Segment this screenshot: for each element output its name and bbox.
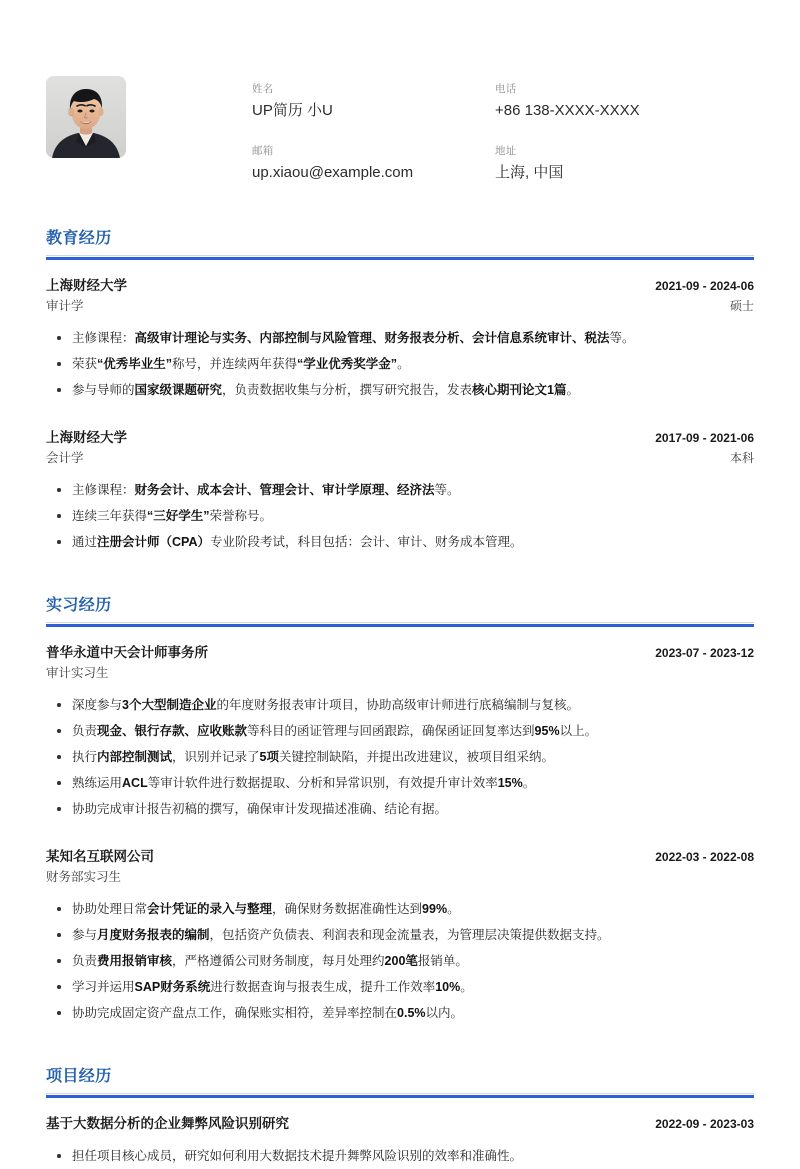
section-title: 项目经历 — [46, 1068, 112, 1085]
entry-date-range: 2023-07 - 2023-12 — [655, 646, 754, 660]
entry-header-row — [46, 847, 754, 867]
field-label: 电话 — [495, 83, 517, 95]
entry-degree: 硕士 — [729, 299, 754, 313]
entry-subtitle: 会计学 — [46, 451, 84, 465]
entry-subtitle: 审计学 — [46, 299, 84, 313]
entry-organization: 普华永道中天会计师事务所 — [46, 645, 208, 660]
bullet-item: 深度参与3个大型制造企业的年度财务报表审计项目，协助高级审计师进行底稿编制与复核。 — [46, 692, 754, 718]
bullet-item: 主修课程：财务会计、成本会计、管理会计、审计学原理、经济法等。 — [46, 477, 754, 503]
field-value: 上海, 中国 — [495, 164, 564, 181]
entry — [46, 276, 754, 403]
resume-sections — [46, 228, 754, 1169]
section — [46, 1066, 754, 1169]
bullet-item: 学习并运用SAP财务系统进行数据查询与报表生成，提升工作效率10%。 — [46, 974, 754, 1000]
section-divider — [46, 622, 754, 627]
entry-degree: 本科 — [729, 451, 754, 465]
entry-organization: 基于大数据分析的企业舞弊风险识别研究 — [46, 1116, 289, 1131]
entry-bullet-list — [46, 1143, 754, 1169]
field-value: up.xiaou@example.com — [252, 164, 414, 181]
bullet-item: 负责现金、银行存款、应收账款等科目的函证管理与回函跟踪，确保函证回复率达到95%以上。 — [46, 718, 754, 744]
resume-header — [46, 0, 754, 184]
bullet-item: 主修课程：高级审计理论与实务、内部控制与风险管理、财务报表分析、会计信息系统审计、税法等。 — [46, 325, 754, 351]
entry-subheader-row — [46, 867, 754, 887]
contact-field-address — [495, 144, 754, 184]
entry-header-row — [46, 428, 754, 448]
entry-date-range: 2017-09 - 2021-06 — [655, 431, 754, 445]
entry-subheader-row — [46, 663, 754, 683]
bullet-item: 荣获“优秀毕业生”称号，并连续两年获得“学业优秀奖学金”。 — [46, 351, 754, 377]
entry-date-range: 2022-09 - 2023-03 — [655, 1117, 754, 1131]
field-value: +86 138-XXXX-XXXX — [495, 102, 640, 119]
field-label: 地址 — [495, 145, 517, 157]
bullet-item: 担任项目核心成员，研究如何利用大数据技术提升舞弊风险识别的效率和准确性。 — [46, 1143, 754, 1169]
bullet-item: 熟练运用ACL等审计软件进行数据提取、分析和异常识别，有效提升审计效率15%。 — [46, 770, 754, 796]
bullet-item: 协助处理日常会计凭证的录入与整理，确保财务数据准确性达到99%。 — [46, 896, 754, 922]
section-divider — [46, 255, 754, 260]
bullet-item: 协助完成固定资产盘点工作，确保账实相符，差异率控制在0.5%以内。 — [46, 1000, 754, 1026]
field-label: 邮箱 — [252, 145, 274, 157]
contact-field-name — [252, 82, 495, 122]
entry-date-range: 2022-03 - 2022-08 — [655, 850, 754, 864]
entry-header-row — [46, 276, 754, 296]
entry-subheader-row — [46, 296, 754, 316]
bullet-item: 参与导师的国家级课题研究，负责数据收集与分析，撰写研究报告，发表核心期刊论文1篇。 — [46, 377, 754, 403]
entry-date-range: 2021-09 - 2024-06 — [655, 279, 754, 293]
entry-bullet-list — [46, 896, 754, 1026]
entry-subtitle: 财务部实习生 — [46, 870, 122, 884]
entry-subheader-row — [46, 448, 754, 468]
bullet-item: 参与月度财务报表的编制，包括资产负债表、利润表和现金流量表，为管理层决策提供数据支持。 — [46, 922, 754, 948]
section-title: 教育经历 — [46, 230, 112, 247]
entry — [46, 847, 754, 1026]
entry-bullet-list — [46, 325, 754, 403]
contact-field-phone — [495, 82, 754, 122]
field-label: 姓名 — [252, 83, 274, 95]
entry-bullet-list — [46, 692, 754, 822]
entry-header-row — [46, 1114, 754, 1134]
section — [46, 595, 754, 1026]
contact-field-email — [252, 144, 495, 184]
portrait-photo-icon — [46, 76, 126, 158]
section-divider — [46, 1093, 754, 1098]
avatar — [46, 76, 126, 158]
entry-bullet-list — [46, 477, 754, 555]
bullet-item: 执行内部控制测试，识别并记录了5项关键控制缺陷，并提出改进建议，被项目组采纳。 — [46, 744, 754, 770]
entry — [46, 643, 754, 822]
field-value: UP简历 小U — [252, 102, 333, 119]
entry-organization: 上海财经大学 — [46, 430, 127, 445]
entry-organization: 某知名互联网公司 — [46, 849, 154, 864]
entry-organization: 上海财经大学 — [46, 278, 127, 293]
section-title: 实习经历 — [46, 597, 112, 614]
bullet-item: 通过注册会计师（CPA）专业阶段考试，科目包括：会计、审计、财务成本管理。 — [46, 529, 754, 555]
bullet-item: 协助完成审计报告初稿的撰写，确保审计发现描述准确、结论有据。 — [46, 796, 754, 822]
bullet-item: 负责费用报销审核，严格遵循公司财务制度，每月处理约200笔报销单。 — [46, 948, 754, 974]
contact-grid — [126, 76, 754, 184]
entry-subtitle: 审计实习生 — [46, 666, 109, 680]
entry — [46, 428, 754, 555]
section — [46, 228, 754, 555]
bullet-item: 连续三年获得“三好学生”荣誉称号。 — [46, 503, 754, 529]
entry-header-row — [46, 643, 754, 663]
entry — [46, 1114, 754, 1169]
